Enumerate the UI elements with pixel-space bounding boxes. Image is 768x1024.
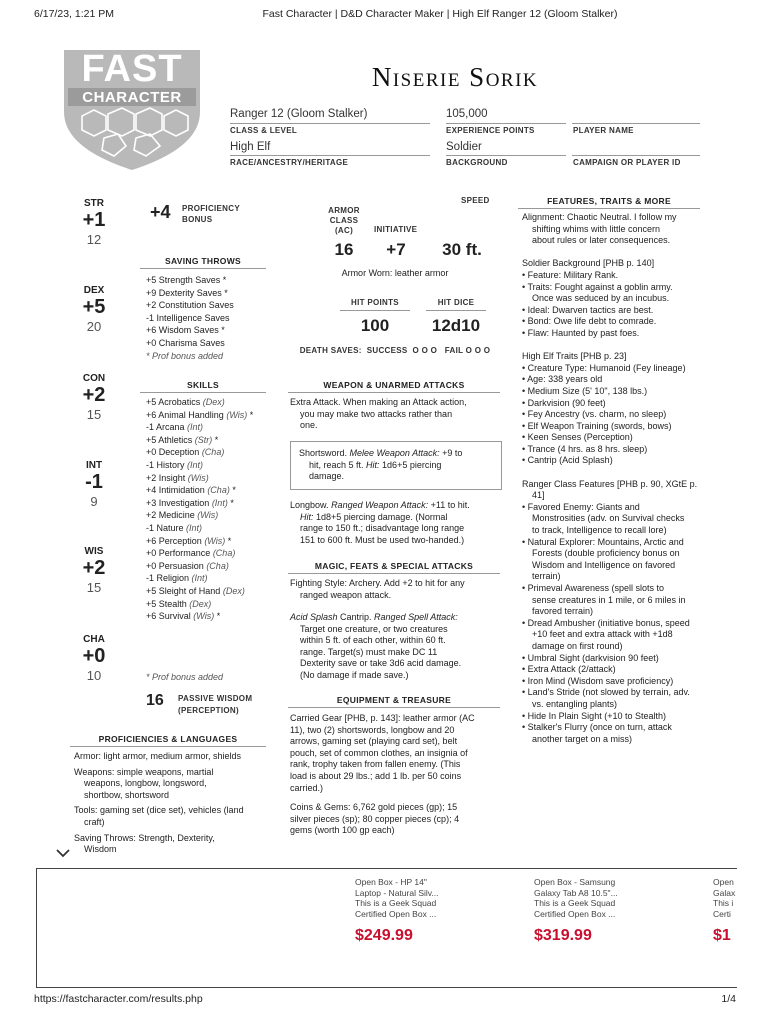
feature-line: Forests (double proficiency bonus on xyxy=(532,548,680,559)
features-list xyxy=(522,212,712,745)
background-label: BACKGROUND xyxy=(446,158,508,167)
initiative-label: INITIATIVE xyxy=(374,225,418,234)
list-item: +0 Charisma Saves xyxy=(146,337,225,348)
death-saves: DEATH SAVES: SUCCESS O O O FAIL O O O xyxy=(299,346,491,355)
ability-cha xyxy=(74,634,114,683)
ability-name: CHA xyxy=(83,634,105,645)
list-item: +6 Wisdom Saves * xyxy=(146,325,225,336)
ad-price: $319.99 xyxy=(534,927,592,944)
feature-line: • Creature Type: Humanoid (Fey lineage) xyxy=(522,362,686,373)
feature-line: • Darkvision (90 feet) xyxy=(522,397,606,408)
ability-dex xyxy=(74,285,114,334)
shortsword-attack: Shortsword. Melee Weapon Attack: +9 to hit, reach 5 ft. Hit: 1d6+5 piercing damage. xyxy=(290,441,502,490)
equipment-text: Carried Gear [PHB, p. 143]: leather armor (AC 11), two (2) shortswords, longbow and 20 arrows, gaming set (playing card set), belt pouch, set of common clothes, an insignia of rank, trophy taken from fallen enemy. (This load is about 29 lbs.; add 1 lb. per 50 coins carried.) Coins & Gems: 6,762 gold pieces (gp); 15 silver pieces (sp); 80 copper pieces (cp); 4 gems (worth 100 gp each) xyxy=(290,713,475,836)
list-item: +2 Medicine (Wis) xyxy=(146,510,219,521)
proficiencies-title: PROFICIENCIES & LANGUAGES xyxy=(70,734,266,747)
ability-int xyxy=(74,460,114,509)
ad-price: $1 xyxy=(713,927,731,944)
list-item: -1 Arcana (Int) xyxy=(146,422,204,433)
magic-title: MAGIC, FEATS & SPECIAL ATTACKS xyxy=(288,561,500,574)
ability-score: 10 xyxy=(86,668,102,683)
feature-line: damage on first round) xyxy=(532,640,623,651)
ad-item[interactable]: Open Box - Samsung Galaxy Tab A8 10.5"... This is a Geek Squad Certified Open Box ... $319.99 xyxy=(534,877,684,945)
feature-line: • Medium Size (5' 10", 138 lbs.) xyxy=(522,385,648,396)
ability-modifier: +1 xyxy=(82,209,106,231)
chevron-down-icon[interactable] xyxy=(56,845,70,857)
race-value: High Elf xyxy=(230,141,271,153)
feature-line: • Extra Attack (2/attack) xyxy=(522,664,616,675)
extra-attack-text: Extra Attack. When making an Attack action, you may make two attacks rather than one. xyxy=(290,397,467,431)
list-item: +5 Athletics (Str) * xyxy=(146,434,219,445)
proficiency-bonus-label: PROFICIENCY BONUS xyxy=(182,204,240,224)
list-item: -1 History (Int) xyxy=(146,459,204,470)
feature-line: about rules or later consequences. xyxy=(532,235,671,246)
feature-line: 41] xyxy=(532,490,545,501)
list-item: -1 Religion (Int) xyxy=(146,573,208,584)
fast-character-logo xyxy=(64,50,200,170)
ability-name: STR xyxy=(84,198,104,209)
feature-line: Soldier Background [PHB p. 140] xyxy=(522,258,655,269)
race-rule xyxy=(230,155,430,156)
print-page-title: Fast Character | D&D Character Maker | High Elf Ranger 12 (Gloom Stalker) xyxy=(262,8,618,20)
proficiency-bonus-value: +4 xyxy=(150,202,171,222)
feature-line: • Flaw: Haunted by past foes. xyxy=(522,327,640,338)
armor-class-label: ARMOR CLASS (AC) xyxy=(328,206,360,235)
acid-splash-text: Acid Splash Cantrip. Ranged Spell Attack: Target one creature, or two creatures within 5 ft. of each other, within 60 ft. range. Target(s) must make DC 11 Dexterity save or take 3d6 acid damage. (No damage if made save.) xyxy=(290,612,462,680)
proficiencies-text: Armor: light armor, medium armor, shields Weapons: simple weapons, martial weapons, longbow, longsword, shortbow, shortsword Tools: gaming set (dice set), vehicles (land craft) Saving Throws: Strength, Dexterity, Wisdom xyxy=(74,751,244,855)
class-level-rule xyxy=(230,123,430,124)
ability-score: 15 xyxy=(86,580,102,595)
print-timestamp: 6/17/23, 1:21 PM xyxy=(34,8,114,20)
feature-line: • Natural Explorer: Mountains, Arctic and xyxy=(522,536,684,547)
character-name: Niserie Sorik xyxy=(371,62,539,92)
list-item: +0 Performance (Cha) xyxy=(146,548,236,559)
saving-throws-list xyxy=(146,274,234,362)
feature-line: • Age: 338 years old xyxy=(522,374,603,385)
feature-line: • Feature: Military Rank. xyxy=(522,269,619,280)
feature-line: High Elf Traits [PHB p. 23] xyxy=(522,351,627,362)
ability-con xyxy=(74,373,114,422)
feature-line: • Umbral Sight (darkvision 90 feet) xyxy=(522,652,659,663)
ability-name: INT xyxy=(85,460,103,471)
race-label: RACE/ANCESTRY/HERITAGE xyxy=(230,158,349,167)
feature-line: favored terrain) xyxy=(532,606,594,617)
list-item: +5 Stealth (Dex) xyxy=(146,598,212,609)
features-title: FEATURES, TRAITS & MORE xyxy=(518,196,700,209)
skills-list xyxy=(146,396,253,623)
armor-worn: Armor Worn: leather armor xyxy=(341,268,449,278)
campaign-rule xyxy=(572,155,700,156)
feature-line xyxy=(522,467,712,479)
ability-name: DEX xyxy=(83,285,105,296)
longbow-attack: Longbow. Ranged Weapon Attack: +11 to hit. Hit: 1d8+5 piercing damage. (Normal range to 150 ft.; disadvantage long range 151 to 600 ft. Must be used two-handed.) xyxy=(290,500,470,545)
list-item: +6 Survival (Wis) * xyxy=(146,611,221,622)
feature-line: to track, Intelligence to recall lore) xyxy=(532,525,667,536)
list-item: +6 Perception (Wis) * xyxy=(146,535,232,546)
passive-wisdom-value: 16 xyxy=(146,692,164,709)
feature-line: vs. entangling plants) xyxy=(532,698,618,709)
ad-price: $249.99 xyxy=(355,927,413,944)
xp-rule xyxy=(446,123,566,124)
ability-modifier: +5 xyxy=(82,296,106,318)
list-item: +6 Animal Handling (Wis) * xyxy=(146,409,254,420)
feature-line: another target on a miss) xyxy=(532,733,633,744)
list-item: +5 Strength Saves * xyxy=(146,275,227,285)
ability-score: 12 xyxy=(86,232,102,247)
equipment-title: EQUIPMENT & TREASURE xyxy=(288,695,500,708)
saving-throws-title: SAVING THROWS xyxy=(140,256,266,269)
list-item: +5 Acrobatics (Dex) xyxy=(146,397,225,407)
saving-throws-note: * Prof bonus added xyxy=(146,350,224,361)
background-value: Soldier xyxy=(446,141,482,153)
ability-modifier: +2 xyxy=(82,557,106,579)
feature-line: • Ideal: Dwarven tactics are best. xyxy=(522,304,654,315)
list-item: +4 Intimidation (Cha) * xyxy=(146,485,236,496)
feature-line: Wisdom and Intelligence on favored xyxy=(532,559,676,570)
ability-wis xyxy=(74,546,114,595)
passive-wisdom-label: PASSIVE WISDOM (PERCEPTION) xyxy=(178,694,253,715)
list-item: +0 Deception (Cha) xyxy=(146,447,225,458)
list-item: +9 Dexterity Saves * xyxy=(146,287,228,298)
ability-modifier: +2 xyxy=(82,384,106,406)
print-url: https://fastcharacter.com/results.php xyxy=(34,993,203,1005)
feature-line: Monstrosities (adv. on Survival checks xyxy=(532,513,685,524)
ability-name: WIS xyxy=(84,546,104,557)
speed-label: SPEED xyxy=(461,196,490,205)
feature-line: • Elf Weapon Training (swords, bows) xyxy=(522,420,672,431)
feature-line: • Keen Senses (Perception) xyxy=(522,432,633,443)
list-item: -1 Nature (Int) xyxy=(146,522,203,533)
hit-points-label: HIT POINTS xyxy=(351,298,399,307)
feature-line: • Cantrip (Acid Splash) xyxy=(522,455,613,466)
list-item: +3 Investigation (Int) * xyxy=(146,497,234,508)
feature-line: Once was seduced by an incubus. xyxy=(532,293,670,304)
feature-line: • Dread Ambusher (initiative bonus, speed xyxy=(522,617,690,628)
feature-line: • Trance (4 hrs. as 8 hrs. sleep) xyxy=(522,443,648,454)
initiative-value: +7 xyxy=(386,240,406,259)
xp-value: 105,000 xyxy=(446,108,488,120)
feature-line: • Fey Ancestry (vs. charm, no sleep) xyxy=(522,409,667,420)
print-page-number: 1/4 xyxy=(721,993,736,1005)
feature-line: sense creatures in 1 mile, or 6 miles in xyxy=(532,594,686,605)
list-item: +2 Insight (Wis) xyxy=(146,472,209,483)
player-name-label: PLAYER NAME xyxy=(573,126,634,135)
feature-line: • Stalker's Flurry (once on turn, attack xyxy=(522,722,672,733)
feature-line: • Hide In Plain Sight (+10 to Stealth) xyxy=(522,710,666,721)
feature-line xyxy=(522,340,712,352)
skills-title: SKILLS xyxy=(140,380,266,393)
feature-line: • Favored Enemy: Giants and xyxy=(522,501,640,512)
list-item: +5 Sleight of Hand (Dex) xyxy=(146,585,245,596)
ability-score: 20 xyxy=(86,319,102,334)
player-name-rule xyxy=(572,123,700,124)
class-level-value: Ranger 12 (Gloom Stalker) xyxy=(230,108,368,120)
attacks-title: WEAPON & UNARMED ATTACKS xyxy=(288,380,500,393)
feature-line: • Traits: Fought against a goblin army. xyxy=(522,281,673,292)
ability-str xyxy=(74,198,114,247)
class-level-label: CLASS & LEVEL xyxy=(230,126,298,135)
speed-value: 30 ft. xyxy=(442,240,482,259)
feature-line: • Primeval Awareness (spell slots to xyxy=(522,583,665,593)
ad-banner[interactable] xyxy=(36,868,737,988)
ability-score: 15 xyxy=(86,407,102,422)
list-item: +0 Persuasion (Cha) xyxy=(146,560,229,571)
hit-dice-label: HIT DICE xyxy=(437,298,475,307)
hit-points-value: 100 xyxy=(360,316,390,335)
feature-line: terrain) xyxy=(532,571,561,582)
list-item: -1 Intelligence Saves xyxy=(146,312,230,323)
feature-line: shifting whims with little concern xyxy=(532,223,661,234)
list-item: +2 Constitution Saves xyxy=(146,300,234,311)
feature-line: • Land's Stride (not slowed by terrain, adv. xyxy=(522,687,690,698)
ability-modifier: +0 xyxy=(82,645,106,667)
feature-line xyxy=(522,247,712,259)
skills-note: * Prof bonus added xyxy=(146,672,224,682)
xp-label: EXPERIENCE POINTS xyxy=(446,126,535,135)
background-rule xyxy=(446,155,566,156)
campaign-label: CAMPAIGN OR PLAYER ID xyxy=(573,158,681,167)
feature-line: Alignment: Chaotic Neutral. I follow my xyxy=(522,212,677,222)
fighting-style-text: Fighting Style: Archery. Add +2 to hit for any ranged weapon attack. xyxy=(290,578,465,600)
ability-modifier: -1 xyxy=(85,471,103,493)
hit-dice-value: 12d10 xyxy=(431,316,481,335)
feature-line: • Bond: Owe life debt to comrade. xyxy=(522,316,657,327)
feature-line: Ranger Class Features [PHB p. 90, XGtE p. xyxy=(522,478,698,489)
armor-class-value: 16 xyxy=(334,240,354,259)
logo-fast-text: FAST xyxy=(81,48,183,90)
logo-character-text: CHARACTER xyxy=(82,89,182,106)
feature-line: • Iron Mind (Wisdom save proficiency) xyxy=(522,675,674,686)
ad-item[interactable]: Open Box - HP 14" Laptop - Natural Silv... This is a Geek Squad Certified Open Box ... $249.99 xyxy=(355,877,505,945)
ad-item[interactable]: Open Galax This i Certi $1 xyxy=(713,877,736,944)
ability-name: CON xyxy=(82,373,106,384)
feature-line: +10 feet and extra attack with +1d8 xyxy=(532,629,673,640)
ability-score: 9 xyxy=(90,494,98,509)
